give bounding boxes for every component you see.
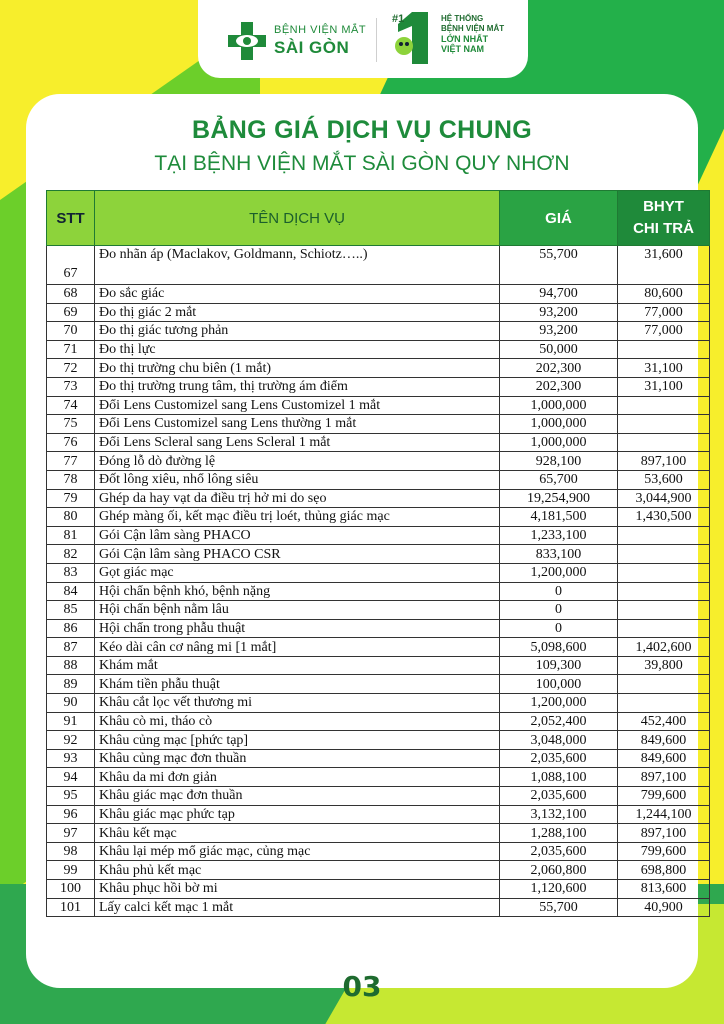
cell-price: 5,098,600 <box>500 638 618 657</box>
cell-stt: 76 <box>47 433 95 452</box>
cell-service-name: Đo thị lực <box>95 340 500 359</box>
table-row <box>47 563 710 582</box>
cell-stt: 89 <box>47 675 95 694</box>
cell-price: 2,060,800 <box>500 861 618 880</box>
cell-stt: 69 <box>47 303 95 322</box>
cell-service-name: Khâu giác mạc phức tạp <box>95 805 500 824</box>
cell-insurance: 40,900 <box>618 898 710 917</box>
cell-price: 94,700 <box>500 285 618 304</box>
table-row <box>47 768 710 787</box>
header-logo-badge <box>198 0 528 78</box>
cell-service-name: Khâu cắt lọc vết thương mi <box>95 694 500 713</box>
cell-service-name: Gọt giác mạc <box>95 563 500 582</box>
cell-price: 833,100 <box>500 545 618 564</box>
table-row <box>47 824 710 843</box>
table-row <box>47 433 710 452</box>
rank-claim-text <box>441 14 521 54</box>
cell-price: 55,700 <box>500 246 618 285</box>
cell-stt: 75 <box>47 415 95 434</box>
column-header-stt: STT <box>47 191 95 246</box>
cell-service-name: Gói Cận lâm sàng PHACO CSR <box>95 545 500 564</box>
cell-service-name: Đo thị giác 2 mắt <box>95 303 500 322</box>
cell-service-name: Khâu củng mạc đơn thuần <box>95 749 500 768</box>
rank-number: #1 <box>392 13 405 25</box>
number-one-mascot-icon <box>390 10 438 68</box>
cell-price: 928,100 <box>500 452 618 471</box>
cell-insurance: 31,600 <box>618 246 710 285</box>
cell-insurance <box>618 563 710 582</box>
cell-insurance <box>618 601 710 620</box>
cell-insurance: 813,600 <box>618 880 710 899</box>
cell-price: 55,700 <box>500 898 618 917</box>
cell-stt: 72 <box>47 359 95 378</box>
cell-price: 1,288,100 <box>500 824 618 843</box>
table-row <box>47 359 710 378</box>
table-row <box>47 377 710 396</box>
cell-service-name: Ghép da hay vạt da điều trị hở mi do sẹo <box>95 489 500 508</box>
table-row <box>47 861 710 880</box>
cell-insurance: 452,400 <box>618 712 710 731</box>
cell-service-name: Khâu củng mạc [phức tạp] <box>95 731 500 750</box>
cell-stt: 98 <box>47 842 95 861</box>
rank-line-3: LỚN NHẤT <box>441 34 489 44</box>
cell-stt: 83 <box>47 563 95 582</box>
table-row <box>47 526 710 545</box>
cell-stt: 87 <box>47 638 95 657</box>
cell-insurance: 77,000 <box>618 303 710 322</box>
cell-stt: 67 <box>47 246 95 285</box>
cell-price: 2,035,600 <box>500 787 618 806</box>
cell-stt: 80 <box>47 508 95 527</box>
cell-insurance: 31,100 <box>618 377 710 396</box>
cell-insurance: 1,244,100 <box>618 805 710 824</box>
cell-price: 19,254,900 <box>500 489 618 508</box>
cell-service-name: Hội chẩn bệnh nằm lâu <box>95 601 500 620</box>
cell-stt: 74 <box>47 396 95 415</box>
cell-service-name: Khám tiền phẫu thuật <box>95 675 500 694</box>
cell-stt: 68 <box>47 285 95 304</box>
cell-stt: 96 <box>47 805 95 824</box>
cell-stt: 85 <box>47 601 95 620</box>
cell-service-name: Khâu kết mạc <box>95 824 500 843</box>
rank-line-2: BỆNH VIỆN MẮT <box>441 24 505 33</box>
table-row <box>47 601 710 620</box>
page-subtitle: TẠI BỆNH VIỆN MẮT SÀI GÒN QUY NHƠN <box>154 152 570 175</box>
cell-service-name: Ghép màng ối, kết mạc điều trị loét, thủng giác mạc <box>95 508 500 527</box>
cell-insurance: 1,402,600 <box>618 638 710 657</box>
cell-service-name: Đổi Lens Customizel sang Lens thường 1 mắt <box>95 415 500 434</box>
cell-price: 1,000,000 <box>500 433 618 452</box>
cell-service-name: Gói Cận lâm sàng PHACO <box>95 526 500 545</box>
cell-price: 2,035,600 <box>500 842 618 861</box>
cell-service-name: Kéo dài cân cơ nâng mi [1 mắt] <box>95 638 500 657</box>
cell-insurance: 849,600 <box>618 731 710 750</box>
cell-price: 0 <box>500 601 618 620</box>
table-row <box>47 842 710 861</box>
cell-service-name: Khâu da mi đơn giản <box>95 768 500 787</box>
cell-stt: 81 <box>47 526 95 545</box>
cell-price: 1,200,000 <box>500 694 618 713</box>
cell-insurance: 77,000 <box>618 322 710 341</box>
cell-stt: 92 <box>47 731 95 750</box>
table-header-row <box>47 191 710 246</box>
table-row <box>47 470 710 489</box>
rank-line-1: HỆ THỐNG <box>441 14 484 23</box>
logo-line-small: BỆNH VIỆN MẮT <box>274 24 367 36</box>
cell-stt: 71 <box>47 340 95 359</box>
table-row <box>47 638 710 657</box>
cell-insurance: 80,600 <box>618 285 710 304</box>
table-row <box>47 582 710 601</box>
cell-insurance: 897,100 <box>618 452 710 471</box>
cell-price: 0 <box>500 619 618 638</box>
cell-insurance: 698,800 <box>618 861 710 880</box>
cell-service-name: Khâu cò mi, tháo cò <box>95 712 500 731</box>
cell-stt: 101 <box>47 898 95 917</box>
cell-insurance <box>618 675 710 694</box>
cell-stt: 73 <box>47 377 95 396</box>
table-row <box>47 787 710 806</box>
cell-service-name: Đổi Lens Customizel sang Lens Customizel 1 mắt <box>95 396 500 415</box>
table-row <box>47 619 710 638</box>
cell-price: 65,700 <box>500 470 618 489</box>
table-row <box>47 675 710 694</box>
cell-service-name: Khâu giác mạc đơn thuần <box>95 787 500 806</box>
cell-stt: 100 <box>47 880 95 899</box>
cell-insurance: 3,044,900 <box>618 489 710 508</box>
hospital-cross-eye-icon <box>228 22 266 60</box>
table-row <box>47 396 710 415</box>
cell-insurance: 1,430,500 <box>618 508 710 527</box>
table-row <box>47 322 710 341</box>
cell-insurance: 799,600 <box>618 842 710 861</box>
cell-price: 1,088,100 <box>500 768 618 787</box>
cell-insurance <box>618 545 710 564</box>
table-row <box>47 694 710 713</box>
cell-price: 1,000,000 <box>500 396 618 415</box>
cell-price: 202,300 <box>500 377 618 396</box>
cell-insurance <box>618 526 710 545</box>
cell-insurance <box>618 415 710 434</box>
cell-service-name: Đóng lỗ dò đường lệ <box>95 452 500 471</box>
table-row <box>47 712 710 731</box>
cell-stt: 93 <box>47 749 95 768</box>
cell-service-name: Khâu phủ kết mạc <box>95 861 500 880</box>
table-row <box>47 749 710 768</box>
table-row <box>47 545 710 564</box>
table-row <box>47 452 710 471</box>
cell-insurance: 897,100 <box>618 768 710 787</box>
cell-price: 1,233,100 <box>500 526 618 545</box>
cell-stt: 79 <box>47 489 95 508</box>
table-row <box>47 489 710 508</box>
cell-stt: 70 <box>47 322 95 341</box>
cell-insurance <box>618 582 710 601</box>
cell-price: 3,132,100 <box>500 805 618 824</box>
cell-price: 93,200 <box>500 303 618 322</box>
cell-insurance <box>618 619 710 638</box>
cell-insurance: 897,100 <box>618 824 710 843</box>
cell-price: 100,000 <box>500 675 618 694</box>
table-row <box>47 508 710 527</box>
cell-price: 109,300 <box>500 656 618 675</box>
table-body <box>47 246 710 917</box>
price-list-card <box>26 94 698 988</box>
hospital-logo <box>228 16 368 64</box>
cell-price: 1,000,000 <box>500 415 618 434</box>
table-row <box>47 656 710 675</box>
logo-line-big: SÀI GÒN <box>274 38 350 57</box>
cell-insurance <box>618 396 710 415</box>
cell-service-name: Hội chẩn bệnh khó, bệnh nặng <box>95 582 500 601</box>
page-number: 03 <box>342 970 382 1003</box>
cell-service-name: Đốt lông xiêu, nhổ lông siêu <box>95 470 500 489</box>
cell-service-name: Đo thị giác tương phản <box>95 322 500 341</box>
cell-service-name: Khâu phục hồi bờ mi <box>95 880 500 899</box>
column-header-price: GIÁ <box>500 191 618 246</box>
cell-insurance: 53,600 <box>618 470 710 489</box>
table-row <box>47 731 710 750</box>
cell-price: 93,200 <box>500 322 618 341</box>
cell-stt: 91 <box>47 712 95 731</box>
cell-service-name: Lấy calci kết mạc 1 mắt <box>95 898 500 917</box>
cell-price: 3,048,000 <box>500 731 618 750</box>
cell-stt: 86 <box>47 619 95 638</box>
cell-price: 50,000 <box>500 340 618 359</box>
table-row <box>47 415 710 434</box>
cell-service-name: Đo nhãn áp (Maclakov, Goldmann, Schiotz…..) <box>95 246 500 285</box>
cell-insurance: 31,100 <box>618 359 710 378</box>
insurance-header-line-1: BHYT <box>643 198 684 215</box>
cell-insurance <box>618 340 710 359</box>
cell-price: 2,052,400 <box>500 712 618 731</box>
cell-insurance <box>618 694 710 713</box>
logo-divider <box>376 18 377 62</box>
cell-stt: 95 <box>47 787 95 806</box>
column-header-service-name: TÊN DỊCH VỤ <box>95 191 500 246</box>
rank-line-4: VIỆT NAM <box>441 44 485 54</box>
table-row <box>47 898 710 917</box>
cell-stt: 94 <box>47 768 95 787</box>
table-row <box>47 246 710 285</box>
cell-service-name: Đổi Lens Scleral sang Lens Scleral 1 mắt <box>95 433 500 452</box>
cell-stt: 97 <box>47 824 95 843</box>
price-table <box>46 190 710 917</box>
cell-insurance <box>618 433 710 452</box>
table-row <box>47 285 710 304</box>
cell-service-name: Đo thị trường trung tâm, thị trường ám điểm <box>95 377 500 396</box>
cell-stt: 82 <box>47 545 95 564</box>
cell-stt: 88 <box>47 656 95 675</box>
cell-stt: 99 <box>47 861 95 880</box>
cell-insurance: 849,600 <box>618 749 710 768</box>
cell-price: 0 <box>500 582 618 601</box>
insurance-header-line-2: CHI TRẢ <box>633 220 694 237</box>
cell-service-name: Hội chẩn trong phẫu thuật <box>95 619 500 638</box>
cell-service-name: Đo sắc giác <box>95 285 500 304</box>
cell-insurance: 39,800 <box>618 656 710 675</box>
table-row <box>47 303 710 322</box>
cell-stt: 78 <box>47 470 95 489</box>
table-row <box>47 340 710 359</box>
cell-price: 1,120,600 <box>500 880 618 899</box>
cell-price: 1,200,000 <box>500 563 618 582</box>
cell-stt: 84 <box>47 582 95 601</box>
cell-service-name: Khám mắt <box>95 656 500 675</box>
cell-service-name: Khâu lại mép mổ giác mạc, củng mạc <box>95 842 500 861</box>
cell-price: 2,035,600 <box>500 749 618 768</box>
cell-stt: 90 <box>47 694 95 713</box>
page-title: BẢNG GIÁ DỊCH VỤ CHUNG <box>192 116 532 144</box>
cell-price: 202,300 <box>500 359 618 378</box>
cell-price: 4,181,500 <box>500 508 618 527</box>
cell-service-name: Đo thị trường chu biên (1 mắt) <box>95 359 500 378</box>
column-header-insurance <box>618 191 710 246</box>
cell-stt: 77 <box>47 452 95 471</box>
cell-insurance: 799,600 <box>618 787 710 806</box>
table-row <box>47 805 710 824</box>
table-row <box>47 880 710 899</box>
